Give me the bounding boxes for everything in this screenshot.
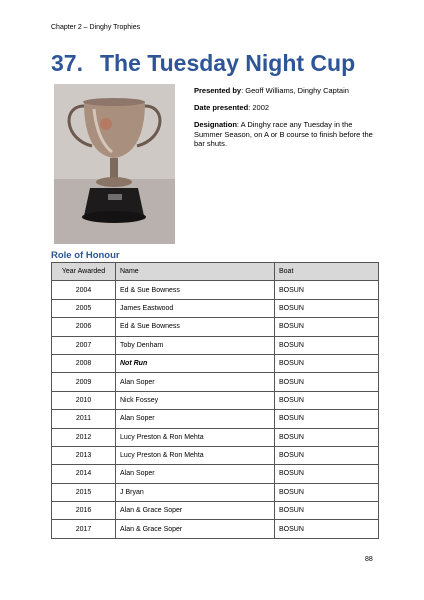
name-cell: Ed & Sue Bowness xyxy=(116,281,275,299)
table-row xyxy=(52,354,379,372)
name-cell-not-run: Not Run xyxy=(116,354,275,372)
name-cell: Ed & Sue Bowness xyxy=(116,318,275,336)
designation xyxy=(194,120,374,149)
column-header-name: Name xyxy=(116,263,275,281)
name-cell: Alan Soper xyxy=(116,373,275,391)
table-row xyxy=(52,373,379,391)
year-cell: 2011 xyxy=(52,410,116,428)
boat-cell: BOSUN xyxy=(275,299,379,317)
boat-cell: BOSUN xyxy=(275,502,379,520)
page-title: The Tuesday Night Cup xyxy=(100,50,356,76)
year-cell: 2014 xyxy=(52,465,116,483)
presented-by-label: Presented by xyxy=(194,86,242,95)
boat-cell: BOSUN xyxy=(275,373,379,391)
chapter-header: Chapter 2 – Dinghy Trophies xyxy=(51,24,141,31)
role-of-honour-heading: Role of Honour xyxy=(51,250,120,261)
column-header-boat: Boat xyxy=(275,263,379,281)
designation-value: : A Dinghy race any Tuesday in the Summer Season, on A or B course to finish before the bar shuts. xyxy=(194,120,373,148)
column-header-year: Year Awarded xyxy=(52,263,116,281)
year-cell: 2017 xyxy=(52,520,116,538)
date-presented xyxy=(194,103,374,113)
year-cell: 2013 xyxy=(52,446,116,464)
boat-cell: BOSUN xyxy=(275,336,379,354)
table-row xyxy=(52,336,379,354)
name-cell: Alan Soper xyxy=(116,410,275,428)
year-cell: 2004 xyxy=(52,281,116,299)
table-row xyxy=(52,520,379,538)
boat-cell: BOSUN xyxy=(275,410,379,428)
year-cell: 2008 xyxy=(52,354,116,372)
presented-by-value: : Geoff Williams, Dinghy Captain xyxy=(241,86,349,95)
year-cell: 2016 xyxy=(52,502,116,520)
section-number: 37. xyxy=(51,50,83,76)
boat-cell: BOSUN xyxy=(275,391,379,409)
table-row xyxy=(52,299,379,317)
name-cell: Nick Fossey xyxy=(116,391,275,409)
boat-cell: BOSUN xyxy=(275,281,379,299)
table-row xyxy=(52,483,379,501)
boat-cell: BOSUN xyxy=(275,483,379,501)
name-cell: Toby Denham xyxy=(116,336,275,354)
year-cell: 2006 xyxy=(52,318,116,336)
date-presented-value: : 2002 xyxy=(248,103,270,112)
table-row xyxy=(52,391,379,409)
table-row xyxy=(52,502,379,520)
year-cell: 2007 xyxy=(52,336,116,354)
trophy-photo xyxy=(54,84,175,244)
name-cell: James Eastwood xyxy=(116,299,275,317)
trophy-cup-image xyxy=(54,84,175,244)
table-row xyxy=(52,281,379,299)
date-presented-label: Date presented xyxy=(194,103,249,112)
boat-cell: BOSUN xyxy=(275,354,379,372)
designation-label: Designation xyxy=(194,120,237,129)
honour-table xyxy=(51,262,379,539)
presented-by xyxy=(194,86,374,96)
table-row xyxy=(52,465,379,483)
boat-cell: BOSUN xyxy=(275,318,379,336)
table-header-row xyxy=(52,263,379,281)
name-cell: Alan Soper xyxy=(116,465,275,483)
boat-cell: BOSUN xyxy=(275,428,379,446)
name-cell: Lucy Preston & Ron Mehta xyxy=(116,446,275,464)
name-cell: Alan & Grace Soper xyxy=(116,502,275,520)
year-cell: 2012 xyxy=(52,428,116,446)
table-row xyxy=(52,428,379,446)
name-cell: Alan & Grace Soper xyxy=(116,520,275,538)
year-cell: 2005 xyxy=(52,299,116,317)
boat-cell: BOSUN xyxy=(275,465,379,483)
table-row xyxy=(52,446,379,464)
table-row xyxy=(52,410,379,428)
boat-cell: BOSUN xyxy=(275,520,379,538)
name-cell: J Bryan xyxy=(116,483,275,501)
boat-cell: BOSUN xyxy=(275,446,379,464)
table-row xyxy=(52,318,379,336)
year-cell: 2010 xyxy=(52,391,116,409)
page-number: 88 xyxy=(365,556,373,563)
year-cell: 2015 xyxy=(52,483,116,501)
name-cell: Lucy Preston & Ron Mehta xyxy=(116,428,275,446)
year-cell: 2009 xyxy=(52,373,116,391)
